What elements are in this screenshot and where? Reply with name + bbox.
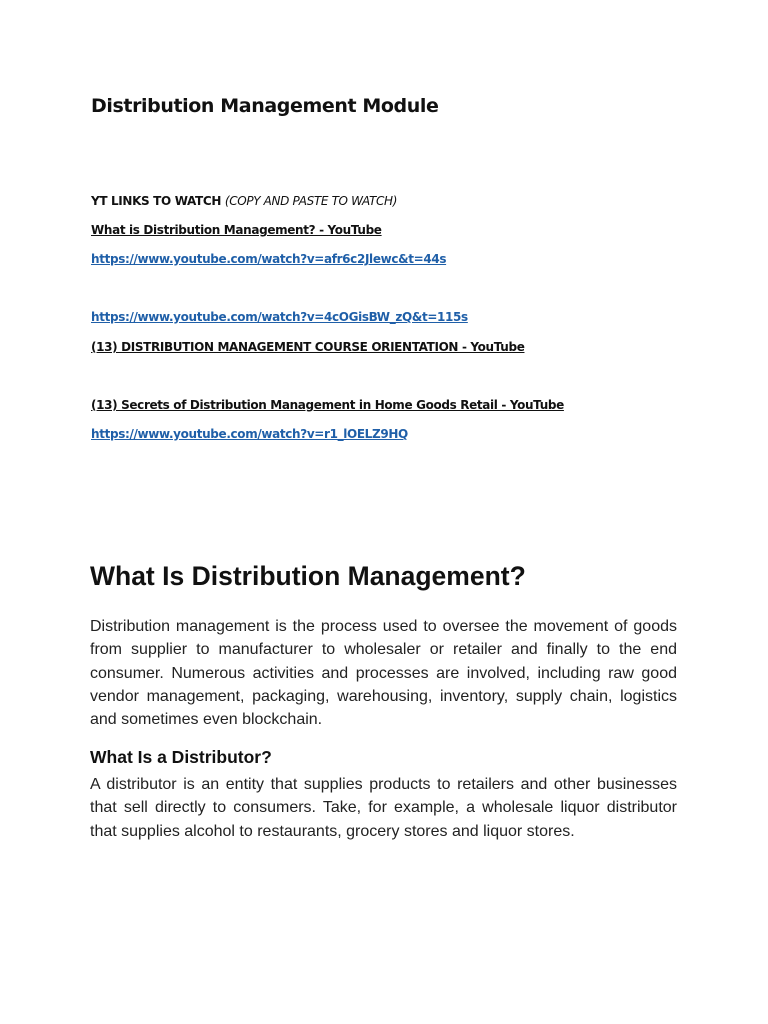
- section-heading: What Is Distribution Management?: [90, 561, 526, 591]
- section-paragraph: Distribution management is the process used to oversee the movement of goods from supplier to manufacturer to wholesaler or retailer and finally to the end consumer. Numerous activities and processes are involved, including raw good vendor management, packaging, warehousing, inventory, supply chain, logistics and sometimes even blockchain.: [90, 618, 677, 729]
- video-url-link-1[interactable]: https://www.youtube.com/watch?v=afr6c2Jlewc&t=44s: [91, 252, 447, 266]
- yt-links-header: [91, 193, 397, 209]
- video-title-link-2[interactable]: (13) DISTRIBUTION MANAGEMENT COURSE ORIENTATION - YouTube: [91, 340, 525, 354]
- video-url-link-2[interactable]: https://www.youtube.com/watch?v=4cOGisBW_zQ&t=115s: [91, 310, 468, 324]
- video-title-link-3[interactable]: (13) Secrets of Distribution Management in Home Goods Retail - YouTube: [91, 398, 564, 412]
- subsection-paragraph: A distributor is an entity that supplies products to retailers and other businesses that sell directly to consumers. Take, for example, a wholesale liquor distributor that supplies alcohol to restaurants, grocery stores and liquor stores.: [90, 776, 677, 840]
- yt-links-label: YT LINKS TO WATCH: [91, 194, 222, 208]
- video-title-link-1[interactable]: What is Distribution Management? - YouTube: [91, 223, 382, 237]
- document-title: Distribution Management Module: [91, 95, 439, 117]
- video-url-link-3[interactable]: https://www.youtube.com/watch?v=r1_lOELZ9HQ: [91, 427, 408, 441]
- subsection-heading: What Is a Distributor?: [90, 747, 272, 767]
- yt-links-note: (COPY AND PASTE TO WATCH): [224, 194, 398, 208]
